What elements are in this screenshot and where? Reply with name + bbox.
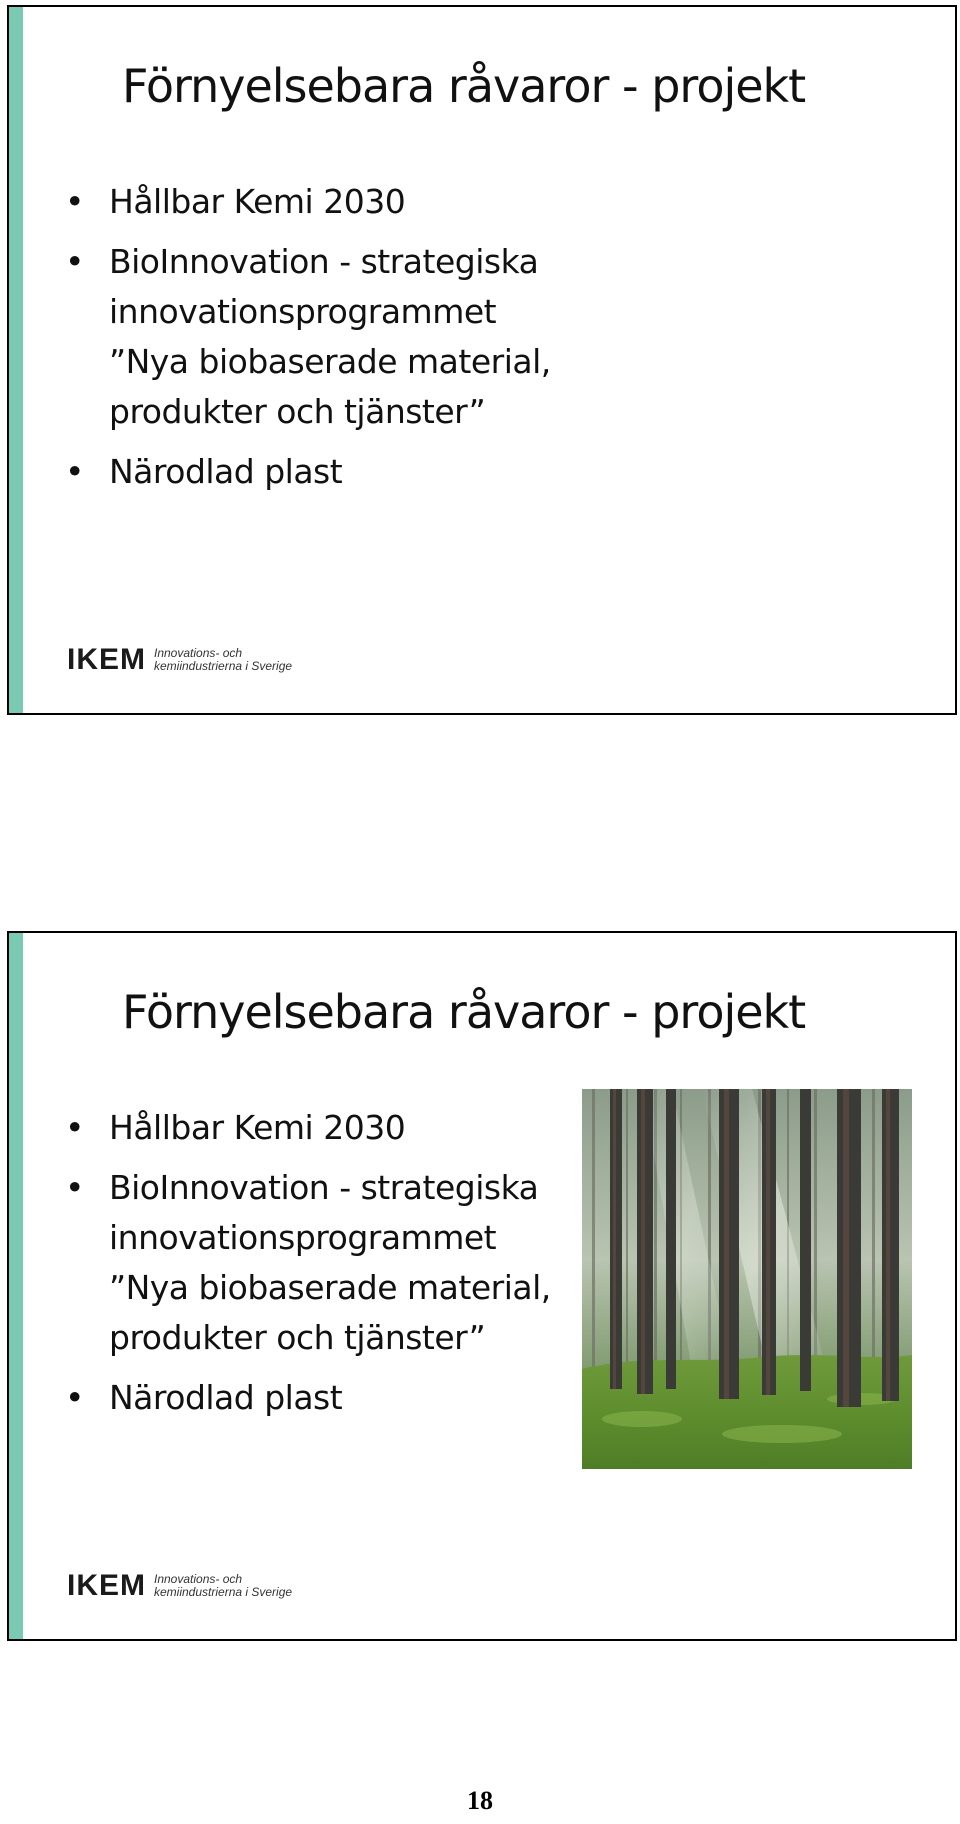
bullet-item [65,1373,585,1423]
bullet-text: produkter och tjänster” [109,1318,486,1357]
bullet-text: BioInnovation - strategiska [109,242,539,281]
forest-photo [582,1089,912,1469]
ikem-logo [67,644,292,676]
page-number: 18 [467,1786,493,1815]
logo-tagline [154,647,292,673]
bullet-list [65,1103,585,1433]
bullet-text: ”Nya biobaserade material, [109,1268,551,1307]
bullet-item [65,177,585,227]
bullet-text: innovationsprogrammet [109,292,497,331]
bullet-list [65,177,585,507]
slide-title: Förnyelsebara råvaror - projekt [122,985,806,1039]
bullet-dot: • [65,1378,85,1417]
bullet-text: produkter och tjänster” [109,392,486,431]
bullet-item [65,447,585,497]
logo-tagline-line: Innovations- och [154,646,243,660]
bullet-text: Hållbar Kemi 2030 [109,182,406,221]
bullet-text: Närodlad plast [109,1378,343,1417]
slide-title: Förnyelsebara råvaror - projekt [122,59,806,113]
slide-2 [7,931,957,1641]
bullet-dot: • [65,452,85,491]
slide-1 [7,5,957,715]
bullet-item [65,1163,585,1363]
bullet-item [65,237,585,437]
logo-tagline-line: kemiindustrierna i Sverige [154,1585,293,1599]
logo-mark: IKEM [67,643,146,676]
bullet-dot: • [65,242,85,281]
bullet-dot: • [65,182,85,221]
logo-tagline [154,1573,292,1599]
bullet-text: Hållbar Kemi 2030 [109,1108,406,1147]
bullet-text: BioInnovation - strategiska [109,1168,539,1207]
bullet-item [65,1103,585,1153]
logo-tagline-line: Innovations- och [154,1572,243,1586]
bullet-text: innovationsprogrammet [109,1218,497,1257]
logo-tagline-line: kemiindustrierna i Sverige [154,659,293,673]
logo-mark: IKEM [67,1569,146,1602]
bullet-dot: • [65,1168,85,1207]
accent-bar [9,933,23,1639]
bullet-text: ”Nya biobaserade material, [109,342,551,381]
accent-bar [9,7,23,713]
bullet-dot: • [65,1108,85,1147]
bullet-text: Närodlad plast [109,452,343,491]
ikem-logo [67,1570,292,1602]
